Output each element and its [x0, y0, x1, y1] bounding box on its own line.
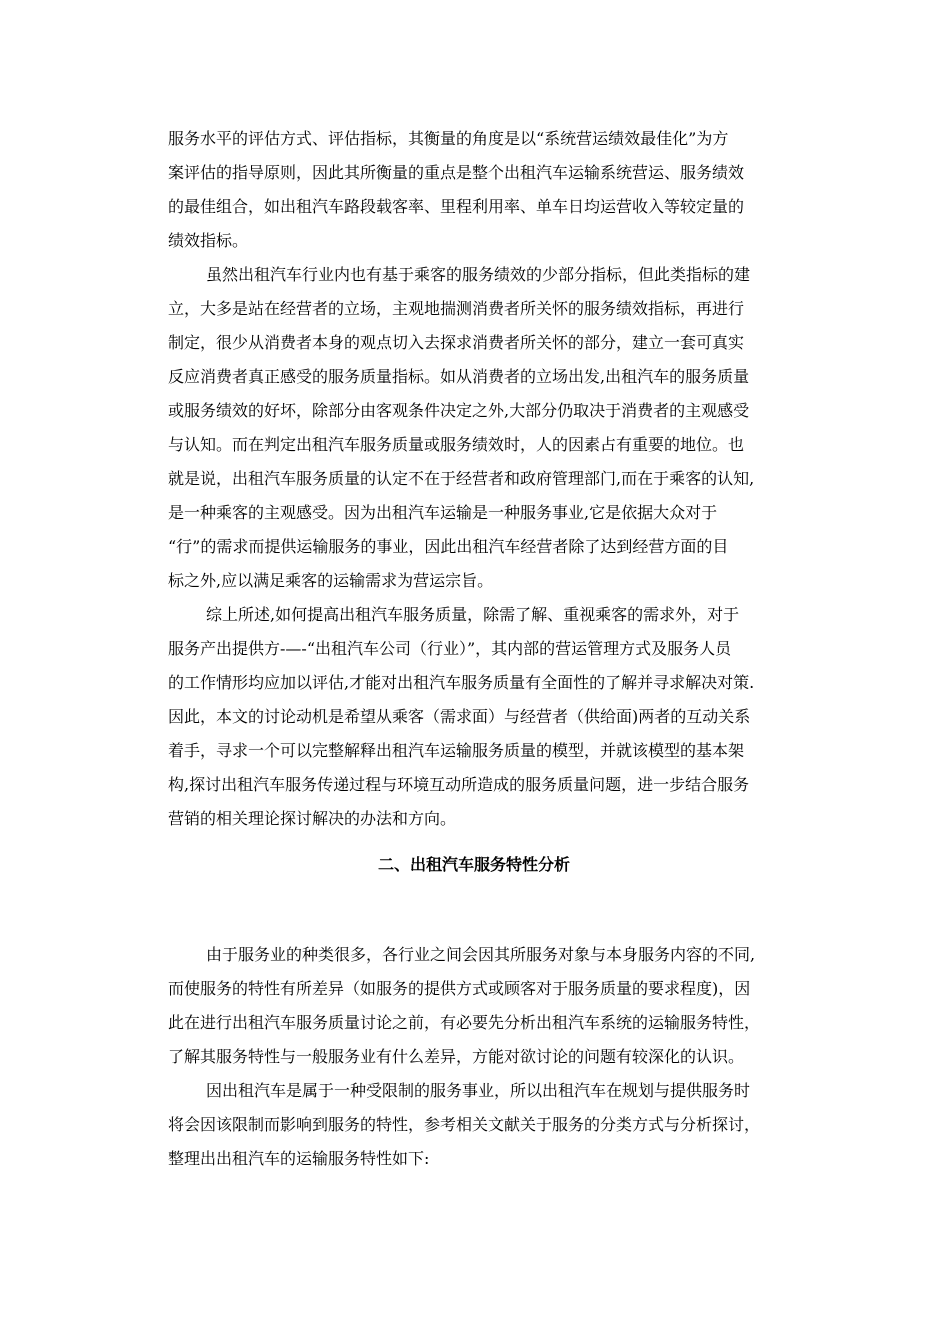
text-line: 案评估的指导原则，因此其所衡量的重点是整个出租汽车运输系统营运、服务绩效 [168, 163, 745, 182]
paragraph [168, 598, 780, 836]
text-line: 整理出出租汽车的运输服务特性如下: [168, 1149, 430, 1168]
text-line: 将会因该限制而影响到服务的特性，参考相关文献关于服务的分类方式与分析探讨， [168, 1115, 761, 1134]
paragraph [168, 1074, 780, 1176]
section-heading: 二、出租汽车服务特性分析 [377, 855, 570, 874]
text-line: 虽然出租汽车行业内也有基于乘客的服务绩效的少部分指标，但此类指标的建 [206, 265, 751, 284]
paragraph [168, 122, 780, 258]
text-line: 此在进行出租汽车服务质量讨论之前，有必要先分析出租汽车系统的运输服务特性， [168, 1013, 761, 1032]
text-line: 与认知。而在判定出租汽车服务质量或服务绩效时，人的因素占有重要的地位。也 [168, 435, 745, 454]
text-line: 立，大多是站在经营者的立场，主观地揣测消费者所关怀的服务绩效指标，再进行 [168, 299, 745, 318]
text-line: 构,探讨出租汽车服务传递过程与环境互动所造成的服务质量问题，进一步结合服务 [168, 775, 750, 794]
text-line: 是一种乘客的主观感受。因为出租汽车运输是一种服务事业,它是依据大众对于 [168, 503, 718, 522]
text-line: 的最佳组合，如出租汽车路段载客率、里程利用率、单车日均运营收入等较定量的 [168, 197, 745, 216]
text-line: 反应消费者真正感受的服务质量指标。如从消费者的立场出发,出租汽车的服务质量 [168, 367, 750, 386]
text-line: 就是说，出租汽车服务质量的认定不在于经营者和政府管理部门,而在于乘客的认知, [168, 469, 755, 488]
text-line: 标之外,应以满足乘客的运输需求为营运宗旨。 [168, 571, 494, 590]
text-line: 综上所述,如何提高出租汽车服务质量，除需了解、重视乘客的需求外，对于 [206, 605, 740, 624]
text-line: 制定，很少从消费者本身的观点切入去探求消费者所关怀的部分，建立一套可真实 [168, 333, 745, 352]
text-line: 由于服务业的种类很多，各行业之间会因其所服务对象与本身服务内容的不同, [206, 945, 756, 964]
text-line: 而使服务的特性有所差异（如服务的提供方式或顾客对于服务质量的要求程度)，因 [168, 979, 751, 998]
text-line: 着手，寻求一个可以完整解释出租汽车运输服务质量的模型，并就该模型的基本架 [168, 741, 745, 760]
text-line: 因此，本文的讨论动机是希望从乘客（需求面）与经营者（供给面)两者的互动关系 [168, 707, 751, 726]
text-line: 的工作情形均应加以评估,才能对出租汽车服务质量有全面性的了解并寻求解决对策. [168, 673, 755, 692]
document-page [168, 122, 780, 1176]
text-line: 绩效指标。 [168, 231, 249, 250]
text-line: “行”的需求而提供运输服务的事业，因此出租汽车经营者除了达到经营方面的目 [168, 537, 729, 556]
text-line: 服务产出提供方-—-“出租汽车公司（行业）”，其内部的营运管理方式及服务人员 [168, 639, 732, 658]
paragraph [168, 258, 780, 598]
text-line: 服务水平的评估方式、评估指标，其衡量的角度是以“系统营运绩效最佳化”为方 [168, 129, 729, 148]
text-line: 因出租汽车是属于一种受限制的服务事业，所以出租汽车在规划与提供服务时 [206, 1081, 751, 1100]
paragraph [168, 938, 780, 1074]
text-line: 营销的相关理论探讨解决的办法和方向。 [168, 809, 457, 828]
text-line: 或服务绩效的好坏，除部分由客观条件决定之外,大部分仍取决于消费者的主观感受 [168, 401, 750, 420]
text-line: 了解其服务特性与一般服务业有什么差异，方能对欲讨论的问题有较深化的认识。 [168, 1047, 745, 1066]
